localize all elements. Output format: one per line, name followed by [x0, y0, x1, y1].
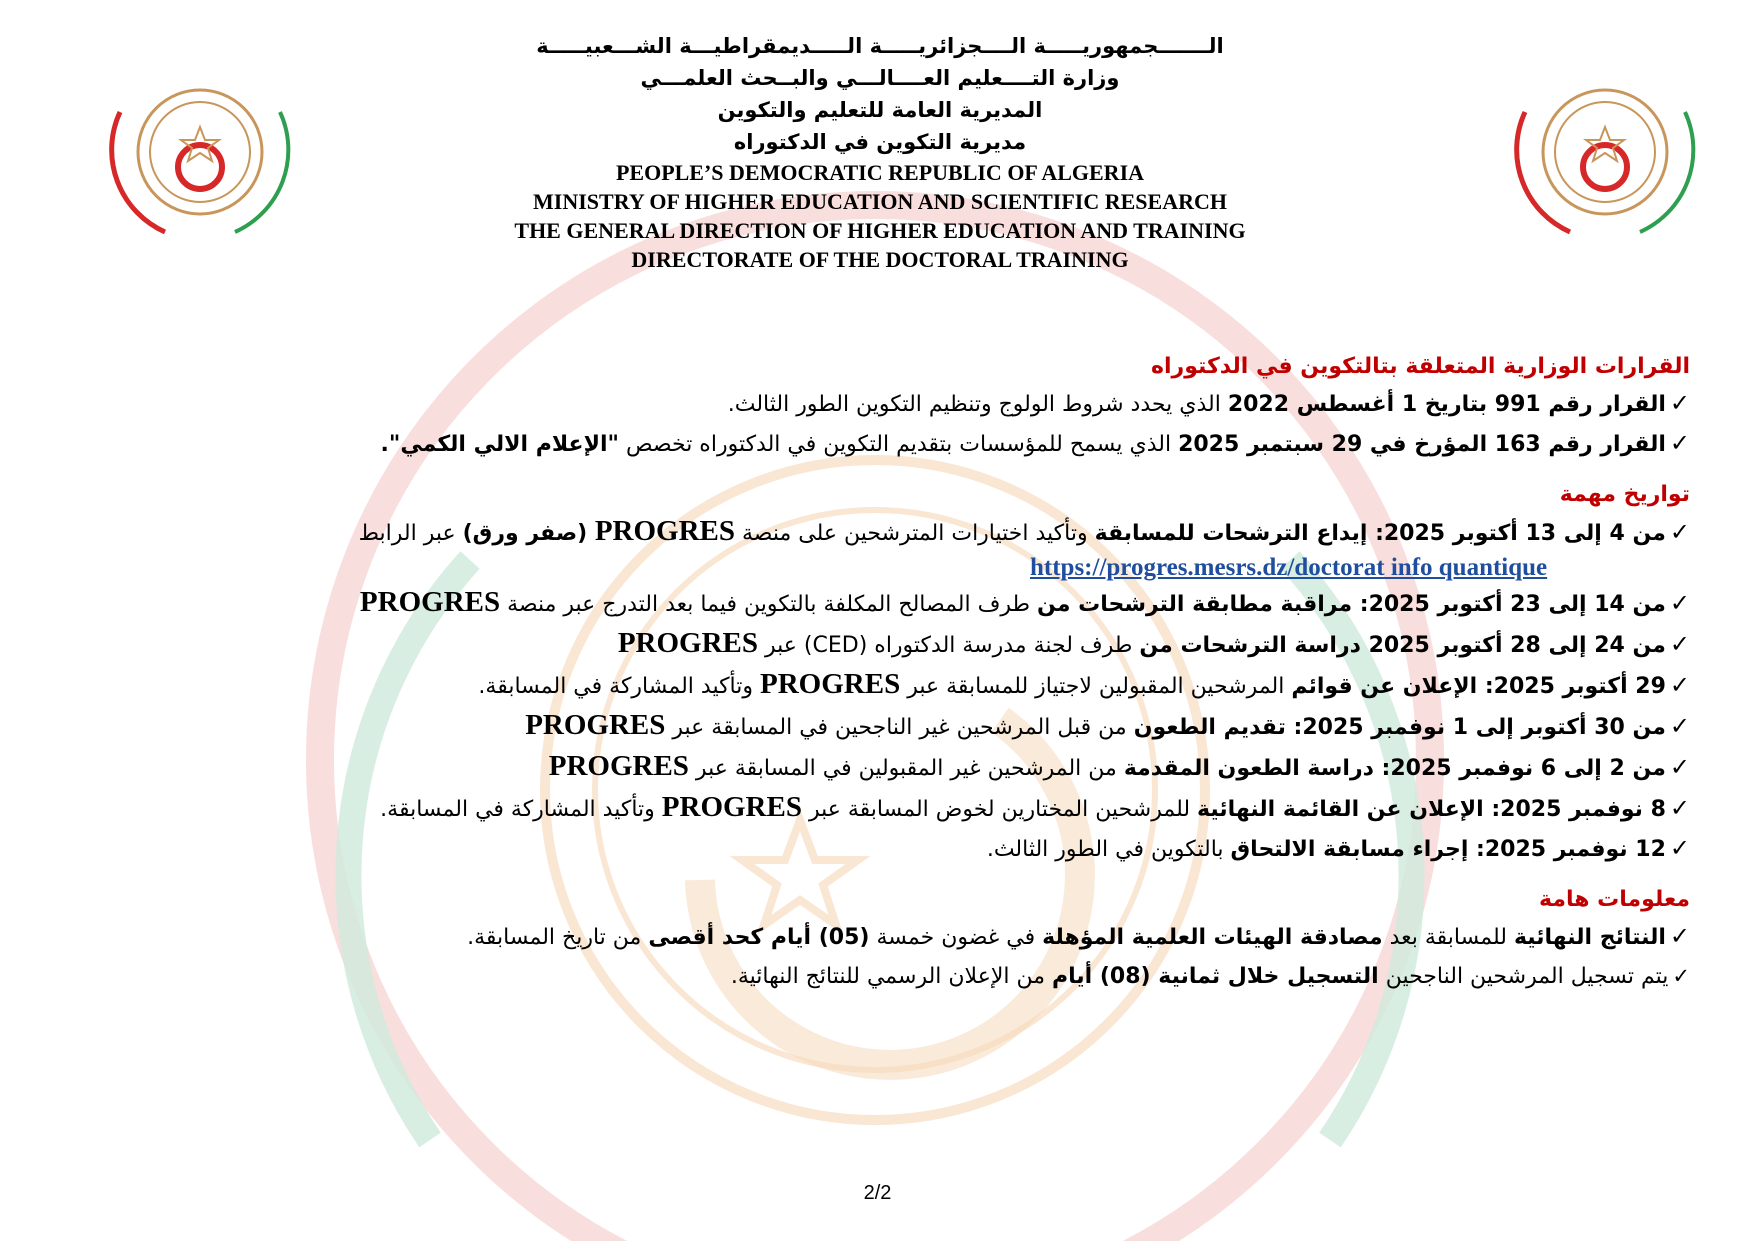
date-item — [195, 665, 1690, 706]
checkmark-icon: ✓ — [1669, 389, 1690, 417]
date-text: وتأكيد اختيارات المترشحين على منصة — [735, 521, 1095, 546]
platform-name: PROGRES — [359, 586, 501, 618]
header-ar-line: وزارة التــــعليم العــــالـــي والبــحث العلمـــي — [640, 66, 1120, 90]
date-item — [195, 624, 1690, 665]
decision-text: الذي يحدد شروط الولوج وتنظيم التكوين الطور الثالث. — [727, 392, 1228, 417]
checkmark-icon: ✓ — [1669, 589, 1690, 617]
checkmark-icon: ✓ — [1669, 518, 1690, 546]
checkmark-icon: ✓ — [1669, 753, 1690, 781]
date-item — [195, 788, 1690, 829]
info-bold: النتائج النهائية — [1513, 925, 1666, 950]
date-label: 29 أكتوبر 2025: الإعلان عن قوائم — [1291, 674, 1666, 699]
decision-item — [195, 424, 1690, 464]
platform-name: PROGRES — [525, 709, 666, 741]
date-label: من 4 إلى 13 أكتوبر 2025: إيداع الترشحات للمسابقة — [1094, 521, 1666, 546]
document-body — [195, 350, 1690, 996]
ministry-seal-left — [95, 42, 305, 242]
info-item — [195, 917, 1690, 957]
info-text: يتم تسجيل المرشحين الناجحين — [1378, 964, 1669, 989]
page-number: 2/2 — [863, 1182, 892, 1204]
info-text: من تاريخ المسابقة. — [467, 925, 649, 950]
date-note: (صفر ورق) — [462, 521, 595, 546]
info-text: من الإعلان الرسمي للنتائج النهائية. — [730, 964, 1052, 989]
date-tail: وتأكيد المشاركة في المسابقة. — [380, 797, 662, 822]
date-text: من المرشحين غير المقبولين في المسابقة عبر — [688, 756, 1124, 781]
decision-item — [195, 384, 1690, 424]
header-ar-line: الـــــــجمهوريـــــة الــــجزائريـــــة الـــــديمقراطيـــة الشـــعبيـــــة — [536, 34, 1224, 58]
info-item — [195, 957, 1690, 996]
date-item — [195, 829, 1690, 869]
specialty-name: "الإعلام الالي الكمي". — [380, 432, 619, 457]
date-text: للمرشحين المختارين لخوض المسابقة عبر — [801, 797, 1198, 822]
date-text: بالتكوين في الطور الثالث. — [986, 837, 1231, 862]
date-label: 12 نوفمبر 2025: إجراء مسابقة الالتحاق — [1230, 837, 1666, 862]
section-title-info: معلومات هامة — [1539, 887, 1690, 912]
date-text: طرف المصالح المكلفة بالتكوين فيما بعد التدرج عبر منصة — [500, 592, 1038, 617]
date-item — [195, 583, 1690, 624]
date-tail: وتأكيد المشاركة في المسابقة. — [478, 674, 761, 699]
document-header — [380, 30, 1380, 274]
checkmark-icon: ✓ — [1669, 429, 1690, 457]
date-tail: عبر الرابط — [358, 521, 463, 546]
header-en-line: DIRECTORATE OF THE DOCTORAL TRAINING — [631, 247, 1129, 272]
date-label: من 14 إلى 23 أكتوبر 2025: مراقبة مطابقة الترشحات من — [1037, 592, 1666, 617]
header-ar-line: المديرية العامة للتعليم والتكوين — [717, 98, 1043, 122]
decision-ref: القرار رقم 991 بتاريخ 1 أغسطس 2022 — [1227, 392, 1666, 417]
date-item — [195, 512, 1690, 553]
date-label: من 24 إلى 28 أكتوبر 2025 دراسة الترشحات من — [1139, 633, 1666, 658]
info-bold: مصادقة الهيئات العلمية المؤهلة — [1042, 925, 1383, 950]
section-title-dates: تواريخ مهمة — [1559, 482, 1690, 507]
checkmark-icon: ✓ — [1669, 922, 1690, 950]
date-label: 8 نوفمبر 2025: الإعلان عن القائمة النهائية — [1197, 797, 1666, 822]
info-text: في غضون خمسة — [869, 925, 1043, 950]
header-en-line: PEOPLE’S DEMOCRATIC REPUBLIC OF ALGERIA — [615, 160, 1145, 185]
date-label: من 30 أكتوبر إلى 1 نوفمبر 2025: تقديم الطعون — [1133, 715, 1666, 740]
platform-name: PROGRES — [760, 668, 901, 700]
ministry-seal-right — [1500, 42, 1710, 242]
header-ar-line: مديرية التكوين في الدكتوراه — [733, 130, 1027, 154]
section-title-decisions: القرارات الوزارية المتعلقة بتالتكوين في الدكتوراه — [1151, 354, 1690, 379]
date-item — [195, 747, 1690, 788]
date-text: طرف لجنة مدرسة الدكتوراه (CED) عبر — [758, 633, 1140, 658]
decision-ref: القرار رقم 163 المؤرخ في 29 سبتمبر 2025 — [1178, 432, 1666, 457]
platform-name: PROGRES — [617, 627, 759, 659]
progres-link[interactable]: https://progres.mesrs.dz/doctorat info quantique — [1030, 554, 1548, 581]
date-text: المرشحين المقبولين لاجتياز للمسابقة عبر — [900, 674, 1292, 699]
info-text: للمسابقة بعد — [1382, 925, 1514, 950]
info-bold: (05) أيام كحد أقصى — [648, 925, 870, 950]
checkmark-icon: ✓ — [1669, 712, 1690, 740]
header-en-line: MINISTRY OF HIGHER EDUCATION AND SCIENTIFIC RESEARCH — [533, 189, 1227, 214]
checkmark-icon: ✓ — [1672, 964, 1690, 988]
header-en-line: THE GENERAL DIRECTION OF HIGHER EDUCATION AND TRAINING — [514, 218, 1246, 243]
platform-name: PROGRES — [548, 750, 689, 782]
checkmark-icon: ✓ — [1669, 630, 1690, 658]
checkmark-icon: ✓ — [1669, 671, 1690, 699]
checkmark-icon: ✓ — [1669, 794, 1690, 822]
info-bold: التسجيل خلال ثمانية (08) أيام — [1052, 964, 1379, 989]
checkmark-icon: ✓ — [1669, 834, 1690, 862]
decision-text: الذي يسمح للمؤسسات بتقديم التكوين في الدكتوراه تخصص — [618, 432, 1179, 457]
platform-name: PROGRES — [661, 791, 802, 823]
date-item — [195, 706, 1690, 747]
date-label: من 2 إلى 6 نوفمبر 2025: دراسة الطعون المقدمة — [1123, 756, 1666, 781]
platform-name: PROGRES — [594, 515, 736, 547]
date-text: من قبل المرشحين غير الناجحين في المسابقة عبر — [665, 715, 1134, 740]
